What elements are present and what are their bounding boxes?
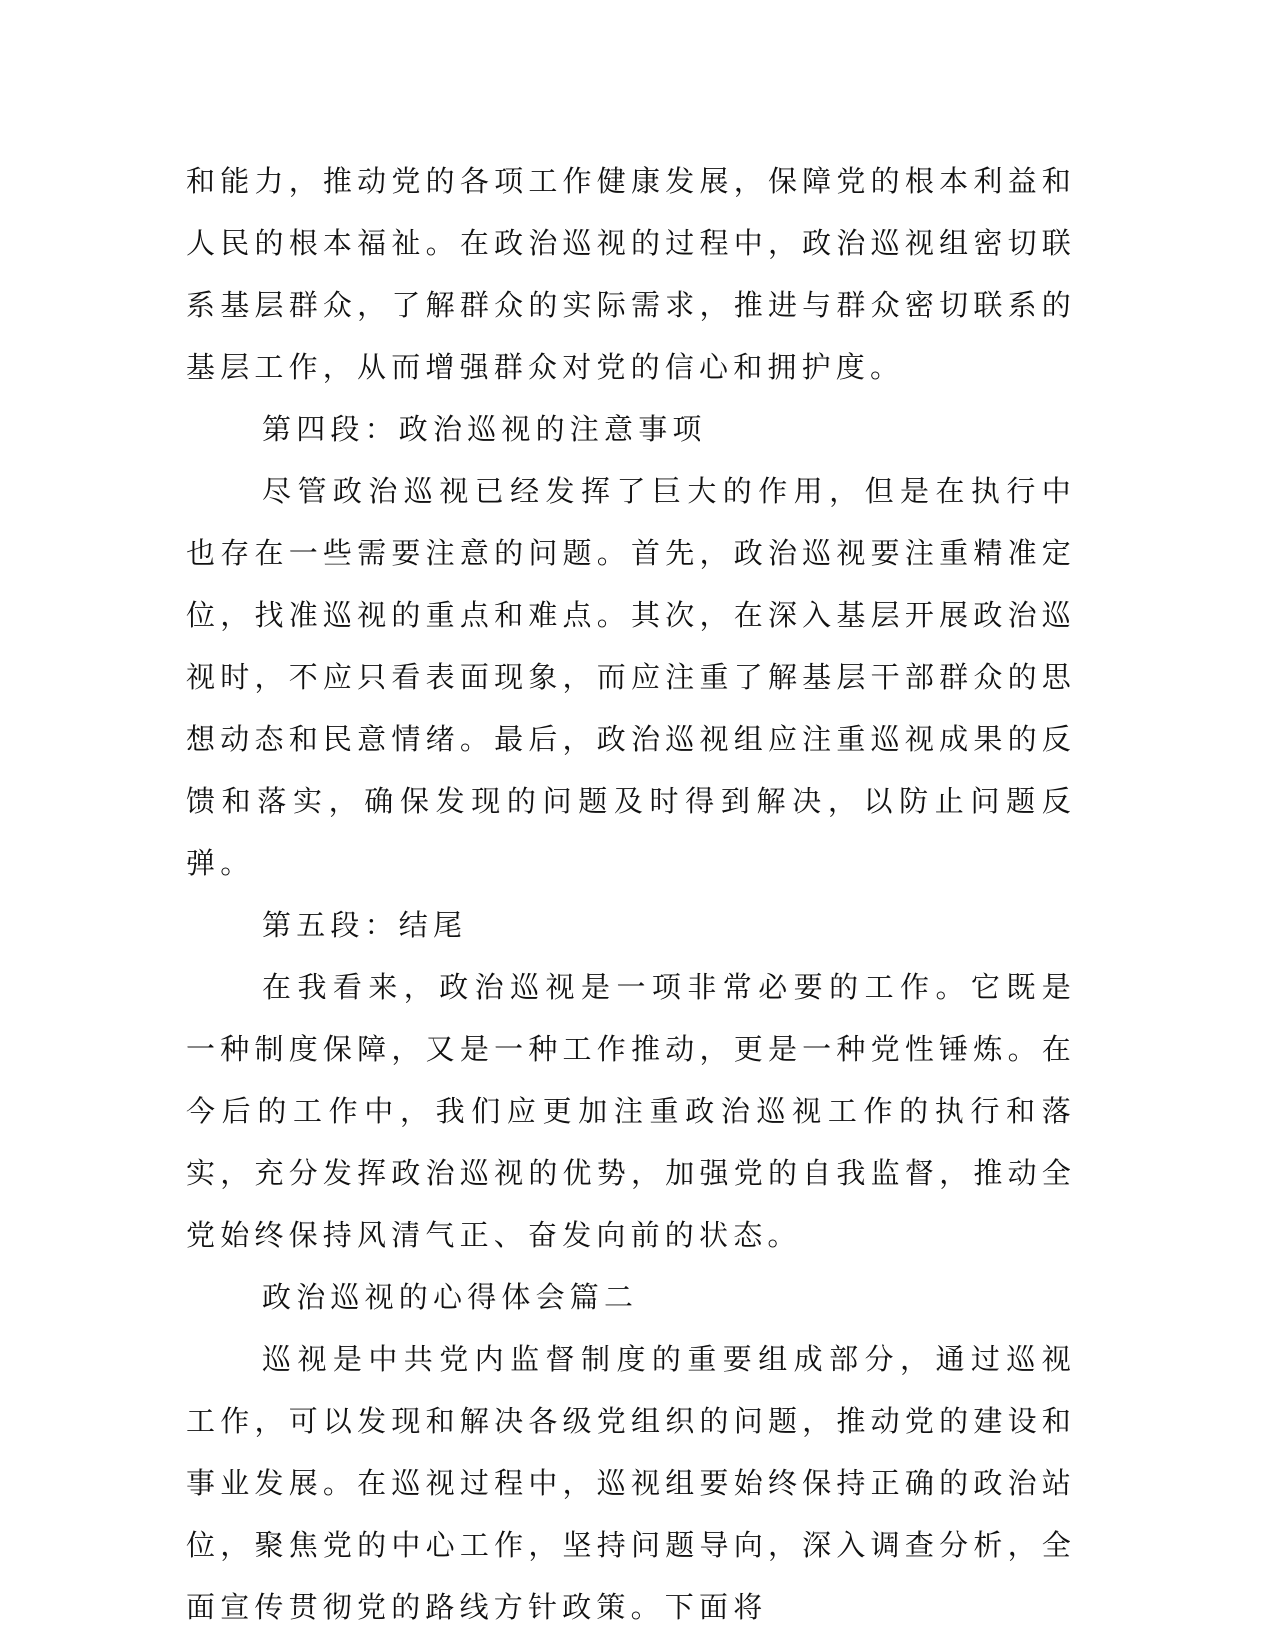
paragraph-precautions: 尽管政治巡视已经发挥了巨大的作用，但是在执行中也存在一些需要注意的问题。首先，政治巡视要注重精准定位，找准巡视的重点和难点。其次，在深入基层开展政治巡视时，不应只看表面现象，而应注重了解基层干部群众的思想动态和民意情绪。最后，政治巡视组应注重巡视成果的反馈和落实，确保发现的问题及时得到解决，以防止问题反弹。 bbox=[186, 474, 1076, 880]
article-title-part-two: 政治巡视的心得体会篇二 bbox=[262, 1280, 639, 1314]
paragraph-party-work-continuation: 和能力，推动党的各项工作健康发展，保障党的根本利益和人民的根本福祉。在政治巡视的过程中，政治巡视组密切联系基层群众，了解群众的实际需求，推进与群众密切联系的基层工作，从而增强群众对党的信心和拥护度。 bbox=[186, 164, 1076, 384]
paragraph-inspection-intro: 巡视是中共党内监督制度的重要组成部分，通过巡视工作，可以发现和解决各级党组织的问题，推动党的建设和事业发展。在巡视过程中，巡视组要始终保持正确的政治站位，聚焦党的中心工作，坚持问题导向，深入调查分析，全面宣传贯彻党的路线方针政策。下面将 bbox=[186, 1342, 1076, 1624]
section-heading-part-five: 第五段：结尾 bbox=[262, 908, 468, 942]
document-body bbox=[186, 150, 1076, 1638]
paragraph-conclusion: 在我看来，政治巡视是一项非常必要的工作。它既是一种制度保障，又是一种工作推动，更是一种党性锤炼。在今后的工作中，我们应更加注重政治巡视工作的执行和落实，充分发挥政治巡视的优势，加强党的自我监督，推动全党始终保持风清气正、奋发向前的状态。 bbox=[186, 970, 1076, 1252]
section-heading-part-four: 第四段：政治巡视的注意事项 bbox=[262, 412, 707, 446]
